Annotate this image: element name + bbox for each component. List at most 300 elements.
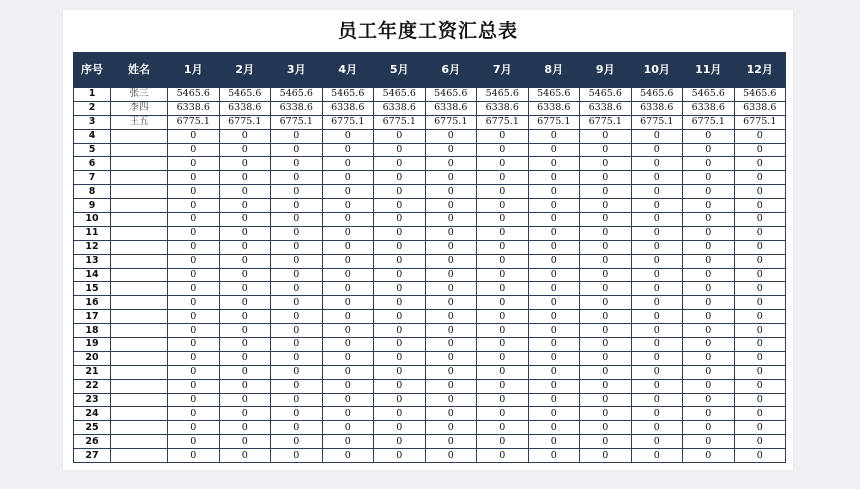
salary-cell[interactable]: 0 <box>271 407 323 421</box>
index-cell[interactable]: 20 <box>74 351 111 365</box>
salary-cell[interactable]: 0 <box>322 365 374 379</box>
salary-cell[interactable]: 0 <box>374 254 426 268</box>
salary-cell[interactable]: 0 <box>683 226 735 240</box>
salary-cell[interactable]: 6775.1 <box>477 115 529 129</box>
salary-cell[interactable]: 0 <box>271 185 323 199</box>
salary-cell[interactable]: 0 <box>219 379 271 393</box>
name-cell[interactable] <box>111 282 168 296</box>
salary-cell[interactable]: 0 <box>734 226 786 240</box>
salary-cell[interactable]: 0 <box>477 379 529 393</box>
index-cell[interactable]: 14 <box>74 268 111 282</box>
salary-cell[interactable]: 0 <box>374 351 426 365</box>
salary-cell[interactable]: 0 <box>631 282 683 296</box>
salary-cell[interactable]: 0 <box>168 338 220 352</box>
salary-cell[interactable]: 0 <box>271 143 323 157</box>
salary-cell[interactable]: 0 <box>322 351 374 365</box>
salary-cell[interactable]: 0 <box>734 379 786 393</box>
salary-cell[interactable]: 0 <box>374 379 426 393</box>
name-cell[interactable] <box>111 129 168 143</box>
index-cell[interactable]: 6 <box>74 157 111 171</box>
salary-cell[interactable]: 0 <box>477 213 529 227</box>
salary-cell[interactable]: 0 <box>580 226 632 240</box>
header-cell-month[interactable]: 7月 <box>477 53 529 87</box>
salary-cell[interactable]: 0 <box>322 310 374 324</box>
salary-cell[interactable]: 0 <box>580 157 632 171</box>
salary-cell[interactable]: 0 <box>219 351 271 365</box>
salary-cell[interactable]: 0 <box>322 143 374 157</box>
salary-cell[interactable]: 0 <box>322 240 374 254</box>
salary-cell[interactable]: 0 <box>374 171 426 185</box>
salary-cell[interactable]: 0 <box>425 143 477 157</box>
salary-cell[interactable]: 0 <box>219 185 271 199</box>
salary-cell[interactable]: 0 <box>477 268 529 282</box>
salary-cell[interactable]: 0 <box>322 449 374 463</box>
salary-cell[interactable]: 6338.6 <box>580 101 632 115</box>
salary-cell[interactable]: 0 <box>271 171 323 185</box>
salary-cell[interactable]: 0 <box>425 421 477 435</box>
index-cell[interactable]: 9 <box>74 199 111 213</box>
salary-cell[interactable]: 0 <box>528 129 580 143</box>
salary-cell[interactable]: 0 <box>580 435 632 449</box>
name-cell[interactable] <box>111 226 168 240</box>
salary-cell[interactable]: 0 <box>271 268 323 282</box>
salary-cell[interactable]: 0 <box>683 324 735 338</box>
salary-cell[interactable]: 0 <box>425 435 477 449</box>
salary-cell[interactable]: 0 <box>374 296 426 310</box>
index-cell[interactable]: 8 <box>74 185 111 199</box>
header-cell-month[interactable]: 6月 <box>425 53 477 87</box>
index-cell[interactable]: 13 <box>74 254 111 268</box>
header-cell-month[interactable]: 3月 <box>271 53 323 87</box>
salary-cell[interactable]: 0 <box>271 199 323 213</box>
salary-cell[interactable]: 0 <box>683 351 735 365</box>
salary-cell[interactable]: 0 <box>219 407 271 421</box>
salary-cell[interactable]: 0 <box>734 171 786 185</box>
salary-cell[interactable]: 0 <box>219 421 271 435</box>
salary-cell[interactable]: 0 <box>271 435 323 449</box>
salary-cell[interactable]: 0 <box>528 421 580 435</box>
name-cell[interactable] <box>111 171 168 185</box>
salary-cell[interactable]: 6775.1 <box>168 115 220 129</box>
salary-cell[interactable]: 0 <box>425 351 477 365</box>
salary-cell[interactable]: 0 <box>219 296 271 310</box>
salary-cell[interactable]: 0 <box>734 240 786 254</box>
salary-cell[interactable]: 0 <box>271 351 323 365</box>
salary-cell[interactable]: 0 <box>683 449 735 463</box>
salary-cell[interactable]: 0 <box>168 226 220 240</box>
salary-cell[interactable]: 0 <box>683 365 735 379</box>
salary-cell[interactable]: 0 <box>168 393 220 407</box>
salary-cell[interactable]: 0 <box>683 185 735 199</box>
salary-cell[interactable]: 0 <box>374 282 426 296</box>
salary-cell[interactable]: 5465.6 <box>683 87 735 102</box>
salary-cell[interactable]: 0 <box>322 254 374 268</box>
salary-cell[interactable]: 0 <box>168 365 220 379</box>
salary-cell[interactable]: 0 <box>374 143 426 157</box>
salary-cell[interactable]: 0 <box>683 282 735 296</box>
salary-cell[interactable]: 0 <box>528 268 580 282</box>
salary-cell[interactable]: 0 <box>683 310 735 324</box>
salary-cell[interactable]: 0 <box>580 185 632 199</box>
salary-cell[interactable]: 0 <box>580 407 632 421</box>
salary-cell[interactable]: 0 <box>271 282 323 296</box>
salary-cell[interactable]: 6775.1 <box>425 115 477 129</box>
salary-cell[interactable]: 0 <box>477 129 529 143</box>
salary-cell[interactable]: 0 <box>631 393 683 407</box>
salary-cell[interactable]: 0 <box>374 365 426 379</box>
salary-cell[interactable]: 0 <box>322 157 374 171</box>
salary-cell[interactable]: 0 <box>528 310 580 324</box>
salary-cell[interactable]: 0 <box>271 129 323 143</box>
salary-cell[interactable]: 0 <box>219 449 271 463</box>
salary-cell[interactable]: 0 <box>528 226 580 240</box>
salary-cell[interactable]: 0 <box>734 310 786 324</box>
salary-cell[interactable]: 0 <box>631 199 683 213</box>
salary-cell[interactable]: 6338.6 <box>631 101 683 115</box>
salary-cell[interactable]: 5465.6 <box>425 87 477 102</box>
salary-cell[interactable]: 0 <box>734 254 786 268</box>
salary-cell[interactable]: 0 <box>374 407 426 421</box>
salary-cell[interactable]: 0 <box>631 324 683 338</box>
salary-cell[interactable]: 0 <box>271 254 323 268</box>
salary-cell[interactable]: 0 <box>631 407 683 421</box>
salary-cell[interactable]: 0 <box>580 379 632 393</box>
name-cell[interactable] <box>111 435 168 449</box>
salary-cell[interactable]: 0 <box>734 268 786 282</box>
salary-cell[interactable]: 0 <box>168 379 220 393</box>
salary-cell[interactable]: 0 <box>477 310 529 324</box>
salary-cell[interactable]: 0 <box>631 365 683 379</box>
salary-cell[interactable]: 0 <box>425 449 477 463</box>
salary-cell[interactable]: 0 <box>477 254 529 268</box>
salary-cell[interactable]: 0 <box>683 254 735 268</box>
header-cell-month[interactable]: 8月 <box>528 53 580 87</box>
salary-cell[interactable]: 5465.6 <box>219 87 271 102</box>
salary-cell[interactable]: 0 <box>734 129 786 143</box>
salary-cell[interactable]: 0 <box>528 143 580 157</box>
salary-cell[interactable]: 0 <box>580 365 632 379</box>
salary-cell[interactable]: 0 <box>734 365 786 379</box>
salary-cell[interactable]: 0 <box>322 379 374 393</box>
salary-cell[interactable]: 0 <box>528 351 580 365</box>
salary-cell[interactable]: 0 <box>219 226 271 240</box>
salary-cell[interactable]: 0 <box>580 199 632 213</box>
header-cell-index[interactable]: 序号 <box>74 53 111 87</box>
salary-cell[interactable]: 0 <box>425 407 477 421</box>
header-cell-month[interactable]: 12月 <box>734 53 786 87</box>
salary-cell[interactable]: 0 <box>734 282 786 296</box>
name-cell[interactable] <box>111 324 168 338</box>
salary-cell[interactable]: 0 <box>168 213 220 227</box>
salary-cell[interactable]: 0 <box>580 310 632 324</box>
salary-cell[interactable]: 0 <box>425 268 477 282</box>
salary-cell[interactable]: 0 <box>374 213 426 227</box>
salary-cell[interactable]: 0 <box>425 379 477 393</box>
salary-cell[interactable]: 6338.6 <box>734 101 786 115</box>
salary-cell[interactable]: 0 <box>477 199 529 213</box>
salary-cell[interactable]: 5465.6 <box>374 87 426 102</box>
salary-cell[interactable]: 0 <box>477 365 529 379</box>
salary-cell[interactable]: 0 <box>477 407 529 421</box>
salary-cell[interactable]: 0 <box>219 254 271 268</box>
salary-cell[interactable]: 0 <box>271 157 323 171</box>
salary-cell[interactable]: 0 <box>734 213 786 227</box>
salary-cell[interactable]: 0 <box>631 254 683 268</box>
salary-cell[interactable]: 0 <box>425 296 477 310</box>
salary-cell[interactable]: 0 <box>683 393 735 407</box>
salary-cell[interactable]: 6338.6 <box>528 101 580 115</box>
name-cell[interactable] <box>111 157 168 171</box>
salary-cell[interactable]: 0 <box>580 240 632 254</box>
salary-cell[interactable]: 0 <box>683 296 735 310</box>
salary-cell[interactable]: 0 <box>528 171 580 185</box>
salary-cell[interactable]: 0 <box>683 171 735 185</box>
name-cell[interactable] <box>111 213 168 227</box>
name-cell[interactable] <box>111 421 168 435</box>
salary-cell[interactable]: 0 <box>477 143 529 157</box>
salary-cell[interactable]: 6775.1 <box>322 115 374 129</box>
name-cell[interactable] <box>111 310 168 324</box>
salary-cell[interactable]: 0 <box>322 185 374 199</box>
salary-cell[interactable]: 0 <box>734 157 786 171</box>
salary-cell[interactable]: 0 <box>734 199 786 213</box>
index-cell[interactable]: 19 <box>74 338 111 352</box>
salary-cell[interactable]: 0 <box>219 393 271 407</box>
salary-cell[interactable]: 0 <box>322 129 374 143</box>
salary-cell[interactable]: 0 <box>219 324 271 338</box>
salary-cell[interactable]: 5465.6 <box>734 87 786 102</box>
salary-cell[interactable]: 0 <box>631 268 683 282</box>
salary-cell[interactable]: 0 <box>374 421 426 435</box>
index-cell[interactable]: 24 <box>74 407 111 421</box>
name-cell[interactable] <box>111 393 168 407</box>
salary-cell[interactable]: 0 <box>734 338 786 352</box>
salary-cell[interactable]: 0 <box>425 240 477 254</box>
salary-cell[interactable]: 0 <box>580 421 632 435</box>
index-cell[interactable]: 27 <box>74 449 111 463</box>
salary-cell[interactable]: 0 <box>528 199 580 213</box>
salary-cell[interactable]: 6775.1 <box>683 115 735 129</box>
salary-cell[interactable]: 0 <box>168 310 220 324</box>
salary-cell[interactable]: 0 <box>477 421 529 435</box>
salary-cell[interactable]: 0 <box>425 199 477 213</box>
name-cell[interactable] <box>111 365 168 379</box>
salary-cell[interactable]: 0 <box>528 213 580 227</box>
salary-cell[interactable]: 6338.6 <box>271 101 323 115</box>
salary-cell[interactable]: 0 <box>219 282 271 296</box>
salary-cell[interactable]: 0 <box>477 226 529 240</box>
salary-cell[interactable]: 0 <box>168 157 220 171</box>
salary-cell[interactable]: 0 <box>322 421 374 435</box>
salary-cell[interactable]: 0 <box>271 310 323 324</box>
salary-cell[interactable]: 0 <box>168 449 220 463</box>
salary-cell[interactable]: 0 <box>683 199 735 213</box>
salary-cell[interactable]: 0 <box>580 254 632 268</box>
salary-cell[interactable]: 0 <box>580 268 632 282</box>
salary-cell[interactable]: 0 <box>219 338 271 352</box>
salary-cell[interactable]: 5465.6 <box>477 87 529 102</box>
salary-cell[interactable]: 0 <box>374 129 426 143</box>
name-cell[interactable] <box>111 379 168 393</box>
salary-cell[interactable]: 0 <box>631 449 683 463</box>
salary-cell[interactable]: 0 <box>477 282 529 296</box>
salary-cell[interactable]: 6338.6 <box>477 101 529 115</box>
salary-cell[interactable]: 0 <box>734 393 786 407</box>
salary-cell[interactable]: 0 <box>425 324 477 338</box>
salary-cell[interactable]: 0 <box>425 310 477 324</box>
salary-cell[interactable]: 0 <box>374 338 426 352</box>
salary-cell[interactable]: 0 <box>683 407 735 421</box>
salary-cell[interactable]: 0 <box>580 324 632 338</box>
index-cell[interactable]: 2 <box>74 101 111 115</box>
salary-cell[interactable]: 0 <box>477 240 529 254</box>
salary-cell[interactable]: 0 <box>271 365 323 379</box>
header-cell-month[interactable]: 11月 <box>683 53 735 87</box>
salary-cell[interactable]: 0 <box>168 324 220 338</box>
salary-cell[interactable]: 0 <box>631 296 683 310</box>
name-cell[interactable] <box>111 351 168 365</box>
name-cell[interactable]: 张三 <box>111 87 168 102</box>
salary-cell[interactable]: 0 <box>322 213 374 227</box>
salary-cell[interactable]: 0 <box>168 268 220 282</box>
salary-cell[interactable]: 5465.6 <box>322 87 374 102</box>
salary-cell[interactable]: 0 <box>477 171 529 185</box>
salary-cell[interactable]: 0 <box>683 379 735 393</box>
salary-cell[interactable]: 6775.1 <box>734 115 786 129</box>
salary-cell[interactable]: 0 <box>374 393 426 407</box>
salary-cell[interactable]: 0 <box>425 365 477 379</box>
salary-cell[interactable]: 0 <box>374 185 426 199</box>
salary-cell[interactable]: 0 <box>631 213 683 227</box>
salary-cell[interactable]: 0 <box>219 129 271 143</box>
salary-cell[interactable]: 0 <box>734 407 786 421</box>
salary-cell[interactable]: 0 <box>219 199 271 213</box>
salary-cell[interactable]: 0 <box>477 338 529 352</box>
salary-cell[interactable]: 0 <box>528 407 580 421</box>
index-cell[interactable]: 15 <box>74 282 111 296</box>
index-cell[interactable]: 16 <box>74 296 111 310</box>
salary-cell[interactable]: 0 <box>374 199 426 213</box>
salary-cell[interactable]: 0 <box>271 421 323 435</box>
salary-cell[interactable]: 0 <box>580 282 632 296</box>
salary-cell[interactable]: 0 <box>425 338 477 352</box>
salary-cell[interactable]: 0 <box>168 199 220 213</box>
salary-cell[interactable]: 0 <box>631 157 683 171</box>
salary-cell[interactable]: 0 <box>219 143 271 157</box>
salary-cell[interactable]: 6338.6 <box>219 101 271 115</box>
salary-cell[interactable]: 0 <box>168 351 220 365</box>
salary-cell[interactable]: 0 <box>734 351 786 365</box>
salary-cell[interactable]: 0 <box>374 449 426 463</box>
salary-cell[interactable]: 0 <box>425 282 477 296</box>
name-cell[interactable] <box>111 296 168 310</box>
salary-cell[interactable]: 0 <box>580 393 632 407</box>
salary-cell[interactable]: 0 <box>219 435 271 449</box>
salary-cell[interactable]: 0 <box>528 449 580 463</box>
salary-cell[interactable]: 0 <box>734 324 786 338</box>
salary-cell[interactable]: 0 <box>580 213 632 227</box>
name-cell[interactable] <box>111 449 168 463</box>
salary-cell[interactable]: 0 <box>528 254 580 268</box>
salary-cell[interactable]: 0 <box>477 296 529 310</box>
salary-cell[interactable]: 0 <box>580 338 632 352</box>
salary-cell[interactable]: 0 <box>374 157 426 171</box>
header-cell-month[interactable]: 1月 <box>168 53 220 87</box>
index-cell[interactable]: 12 <box>74 240 111 254</box>
index-cell[interactable]: 1 <box>74 87 111 102</box>
salary-cell[interactable]: 0 <box>219 213 271 227</box>
index-cell[interactable]: 3 <box>74 115 111 129</box>
salary-cell[interactable]: 6775.1 <box>580 115 632 129</box>
salary-cell[interactable]: 0 <box>168 407 220 421</box>
salary-cell[interactable]: 0 <box>734 296 786 310</box>
salary-cell[interactable]: 0 <box>631 338 683 352</box>
salary-cell[interactable]: 0 <box>322 324 374 338</box>
salary-cell[interactable]: 0 <box>219 157 271 171</box>
index-cell[interactable]: 7 <box>74 171 111 185</box>
salary-cell[interactable]: 0 <box>734 435 786 449</box>
salary-cell[interactable]: 0 <box>219 171 271 185</box>
salary-cell[interactable]: 0 <box>425 129 477 143</box>
salary-cell[interactable]: 0 <box>271 324 323 338</box>
salary-cell[interactable]: 5465.6 <box>631 87 683 102</box>
salary-cell[interactable]: 0 <box>683 435 735 449</box>
salary-cell[interactable]: 0 <box>374 324 426 338</box>
name-cell[interactable] <box>111 268 168 282</box>
index-cell[interactable]: 22 <box>74 379 111 393</box>
salary-cell[interactable]: 0 <box>168 435 220 449</box>
salary-cell[interactable]: 6775.1 <box>271 115 323 129</box>
salary-cell[interactable]: 0 <box>631 171 683 185</box>
header-cell-month[interactable]: 9月 <box>580 53 632 87</box>
header-cell-month[interactable]: 5月 <box>374 53 426 87</box>
index-cell[interactable]: 18 <box>74 324 111 338</box>
salary-cell[interactable]: 0 <box>631 421 683 435</box>
salary-cell[interactable]: 0 <box>631 351 683 365</box>
salary-cell[interactable]: 0 <box>168 421 220 435</box>
index-cell[interactable]: 5 <box>74 143 111 157</box>
salary-cell[interactable]: 6338.6 <box>168 101 220 115</box>
salary-cell[interactable]: 0 <box>477 449 529 463</box>
header-cell-name[interactable]: 姓名 <box>111 53 168 87</box>
salary-cell[interactable]: 0 <box>477 157 529 171</box>
salary-cell[interactable]: 0 <box>580 143 632 157</box>
salary-cell[interactable]: 0 <box>631 226 683 240</box>
salary-cell[interactable]: 0 <box>322 282 374 296</box>
salary-cell[interactable]: 0 <box>631 435 683 449</box>
salary-cell[interactable]: 0 <box>425 171 477 185</box>
salary-cell[interactable]: 0 <box>271 449 323 463</box>
name-cell[interactable]: 李四 <box>111 101 168 115</box>
header-cell-month[interactable]: 10月 <box>631 53 683 87</box>
salary-cell[interactable]: 0 <box>425 393 477 407</box>
salary-cell[interactable]: 6338.6 <box>322 101 374 115</box>
salary-cell[interactable]: 0 <box>374 435 426 449</box>
salary-cell[interactable]: 0 <box>528 240 580 254</box>
salary-cell[interactable]: 0 <box>631 129 683 143</box>
salary-cell[interactable]: 0 <box>168 185 220 199</box>
index-cell[interactable]: 23 <box>74 393 111 407</box>
salary-cell[interactable]: 0 <box>322 393 374 407</box>
salary-cell[interactable]: 0 <box>168 129 220 143</box>
salary-cell[interactable]: 0 <box>477 393 529 407</box>
salary-cell[interactable]: 0 <box>683 338 735 352</box>
salary-cell[interactable]: 0 <box>322 296 374 310</box>
salary-cell[interactable]: 0 <box>271 379 323 393</box>
index-cell[interactable]: 11 <box>74 226 111 240</box>
salary-cell[interactable]: 6338.6 <box>425 101 477 115</box>
salary-cell[interactable]: 0 <box>322 226 374 240</box>
